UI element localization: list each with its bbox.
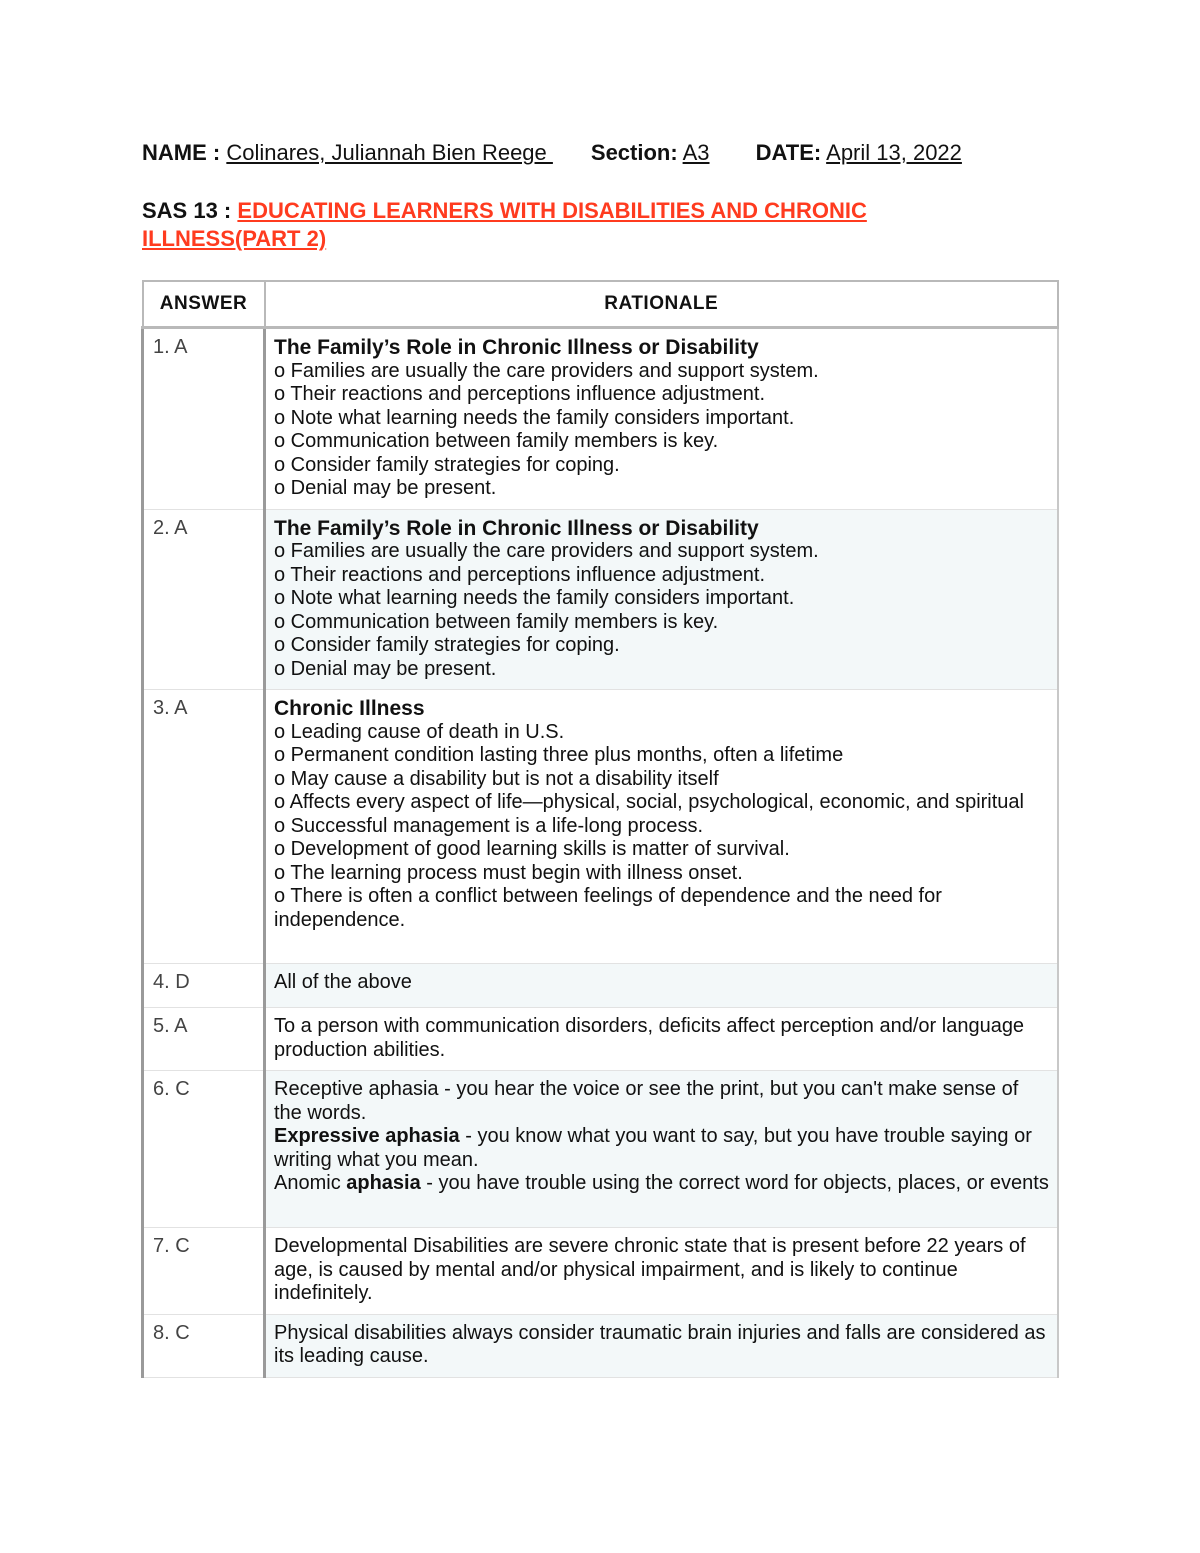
table-header-row [143,281,1059,328]
rationale-cell [265,690,1059,964]
rationale-item: o Permanent condition lasting three plus months, often a lifetime [274,744,844,766]
name-value: Colinares, Juliannah Bien Reege [226,140,553,165]
name-label: NAME : [142,140,221,165]
table-row [143,1314,1059,1377]
table-row [143,1228,1059,1315]
answer-cell: 2. A [143,509,265,690]
table-row [143,1008,1059,1071]
rationale-cell [265,509,1059,690]
rationale-item: o Consider family strategies for coping. [274,453,620,476]
title-text: EDUCATING LEARNERS WITH DISABILITIES AND CHRONIC ILLNESS(PART 2) [142,198,867,251]
table-row [143,690,1059,964]
student-info-header [142,140,962,166]
receptive-aphasia-text: Receptive aphasia - you hear the voice or see the print, but you can't make sense of the words. [274,1078,1019,1124]
table-row [143,964,1059,1008]
answer-cell: 3. A [143,690,265,964]
answer-table [141,280,1059,1378]
anomic-aphasia-desc: - you have trouble using the correct word for objects, places, or events [420,1172,1049,1194]
rationale-item: o Denial may be present. [274,657,497,680]
rationale-item: o Note what learning needs the family considers important. [274,587,795,609]
date-label: DATE: [755,140,822,165]
expressive-aphasia-text [274,1125,1049,1172]
rationale-cell: All of the above [265,964,1059,1008]
rationale-cell: Physical disabilities always consider traumatic brain injuries and falls are considered as its leading cause. [265,1314,1059,1377]
title-prefix: SAS 13 : [142,198,232,223]
answer-cell: 6. C [143,1071,265,1228]
document-title [142,197,962,253]
rationale-item: o Communication between family members is key. [274,610,719,633]
rationale-item: o Affects every aspect of life—physical, social, psychological, economic, and spiritual [274,791,1024,813]
rationale-heading: The Family’s Role in Chronic Illness or Disability [274,336,759,359]
anomic-prefix: Anomic [274,1172,347,1194]
expressive-aphasia-term: Expressive aphasia [274,1125,460,1147]
rationale-item: o Their reactions and perceptions influence adjustment. [274,383,766,405]
section-label: Section: [590,140,678,165]
table-row [143,328,1059,510]
rationale-item: o Consider family strategies for coping. [274,634,620,656]
section-value: A3 [682,140,710,165]
rationale-cell: Developmental Disabilities are severe chronic state that is present before 22 years of age, is caused by mental and/or physical impairment, and is likely to continue indefinitely. [265,1228,1059,1315]
rationale-item: o Leading cause of death in U.S. [274,720,565,743]
rationale-item: o Successful management is a life-long process. [274,814,704,837]
rationale-item: o Their reactions and perceptions influence adjustment. [274,563,766,586]
rationale-item: o Families are usually the care providers and support system. [274,540,819,562]
rationale-item: o There is often a conflict between feelings of dependence and the need for independence. [274,885,942,931]
rationale-item: o Note what learning needs the family considers important. [274,406,795,429]
rationale-cell: To a person with communication disorders, deficits affect perception and/or language production abilities. [265,1008,1059,1071]
rationale-cell [265,1071,1059,1228]
anomic-aphasia-text [274,1172,1049,1196]
answer-cell: 5. A [143,1008,265,1071]
table-row [143,509,1059,690]
rationale-item: o Denial may be present. [274,477,497,499]
answer-column-header: ANSWER [143,281,265,328]
rationale-heading: Chronic Illness [274,697,425,720]
anomic-aphasia-term: aphasia [346,1172,421,1194]
rationale-item: o Families are usually the care providers and support system. [274,359,819,382]
rationale-item: o May cause a disability but is not a disability itself [274,767,719,790]
table-row [143,1071,1059,1228]
rationale-cell [265,328,1059,510]
rationale-item: o The learning process must begin with illness onset. [274,861,743,884]
rationale-item: o Communication between family members is key. [274,430,719,452]
answer-cell: 7. C [143,1228,265,1315]
date-value: April 13, 2022 [826,140,962,165]
expressive-aphasia-desc: - you know what you want to say, but you have trouble saying or writing what you mean. [274,1125,1032,1171]
rationale-heading: The Family’s Role in Chronic Illness or Disability [274,516,759,540]
rationale-column-header: RATIONALE [265,281,1059,328]
rationale-item: o Development of good learning skills is matter of survival. [274,838,790,860]
answer-cell: 4. D [143,964,265,1008]
answer-cell: 1. A [143,328,265,510]
answer-cell: 8. C [143,1314,265,1377]
